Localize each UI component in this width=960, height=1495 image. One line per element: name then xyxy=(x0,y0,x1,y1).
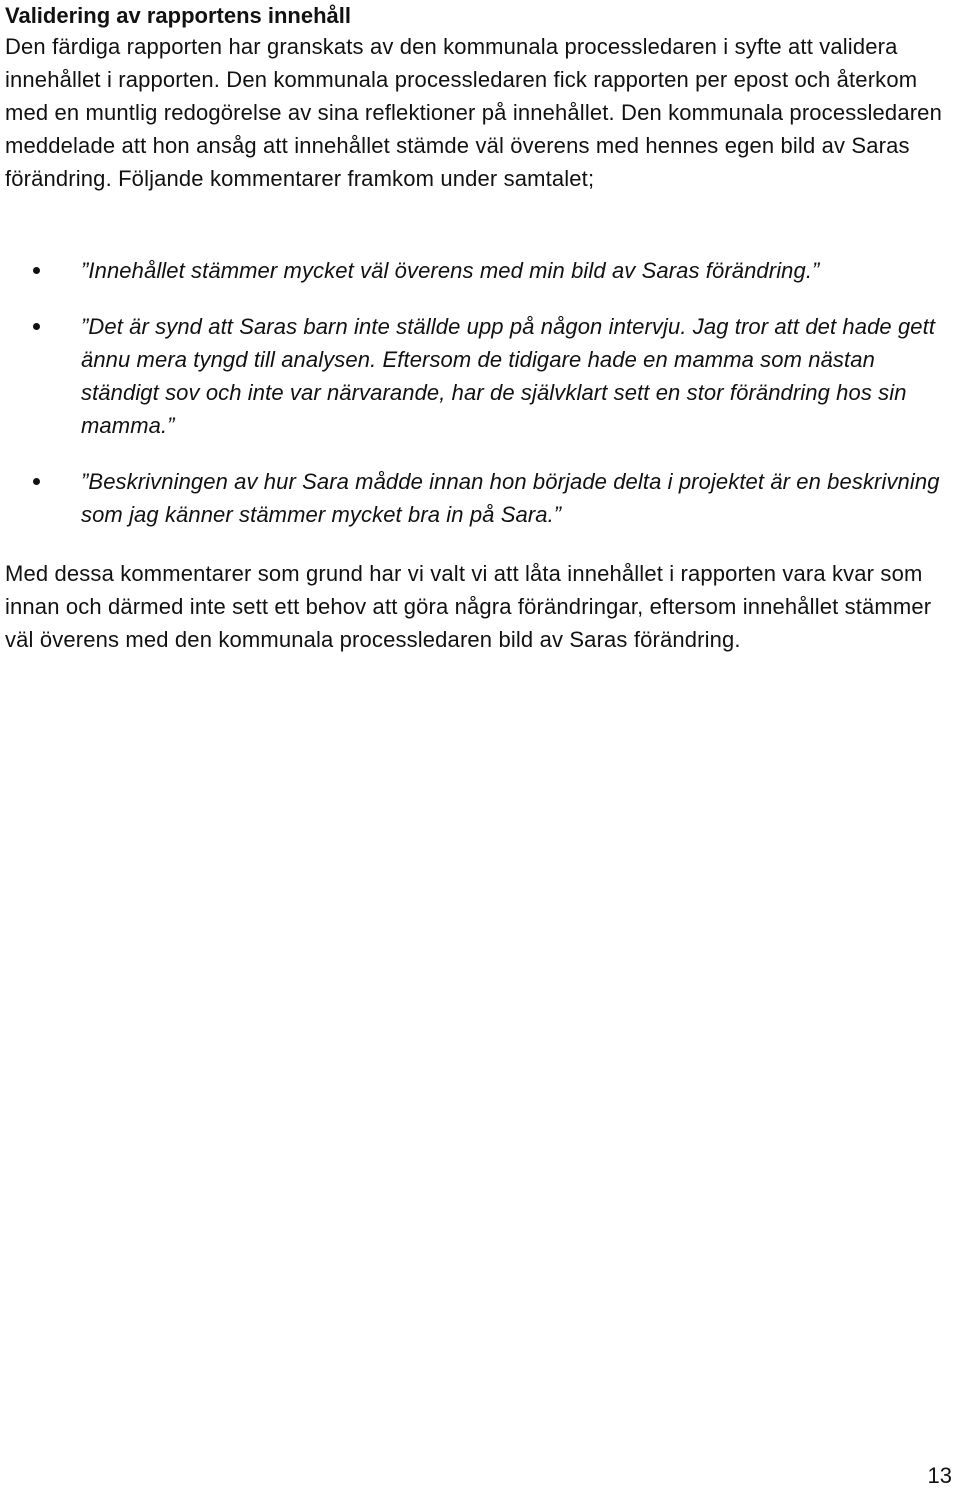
bullet-icon xyxy=(33,478,40,485)
comment-list xyxy=(5,254,957,531)
comment-text: ”Beskrivningen av hur Sara mådde innan hon började delta i projektet är en beskrivning som jag känner stämmer mycket bra in på Sara.” xyxy=(81,469,940,527)
comment-item xyxy=(5,310,957,442)
bullet-icon xyxy=(33,323,40,330)
comment-text: ”Det är synd att Saras barn inte ställde upp på någon intervju. Jag tror att det hade gett ännu mera tyngd till analysen. Eftersom de tidigare hade en mamma som nästan ständigt sov och inte var närvarande, har de självklart sett en stor förändring hos sin mamma.” xyxy=(81,314,936,438)
intro-paragraph: Den färdiga rapporten har granskats av den kommunala processledaren i syfte att validera innehållet i rapporten. Den kommunala processledaren fick rapporten per epost och återkom med en muntlig redogörelse av sina reflektioner på innehållet. Den kommunala processledaren meddelade att hon ansåg att innehållet stämde väl överens med hennes egen bild av Saras förändring. Följande kommentarer framkom under samtalet; xyxy=(5,34,942,191)
comment-item xyxy=(5,465,957,531)
comment-item xyxy=(5,254,957,287)
document-page xyxy=(5,0,957,1495)
page-number: 13 xyxy=(927,1463,952,1488)
closing-paragraph: Med dessa kommentarer som grund har vi valt vi att låta innehållet i rapporten vara kvar som innan och därmed inte sett ett behov att göra några förändringar, eftersom innehållet stämmer väl överens med den kommunala processledaren bild av Saras förändring. xyxy=(5,561,932,652)
bullet-icon xyxy=(33,267,40,274)
comment-text: ”Innehållet stämmer mycket väl överens med min bild av Saras förändring.” xyxy=(81,258,820,283)
section-heading: Validering av rapportens innehåll xyxy=(5,3,351,28)
